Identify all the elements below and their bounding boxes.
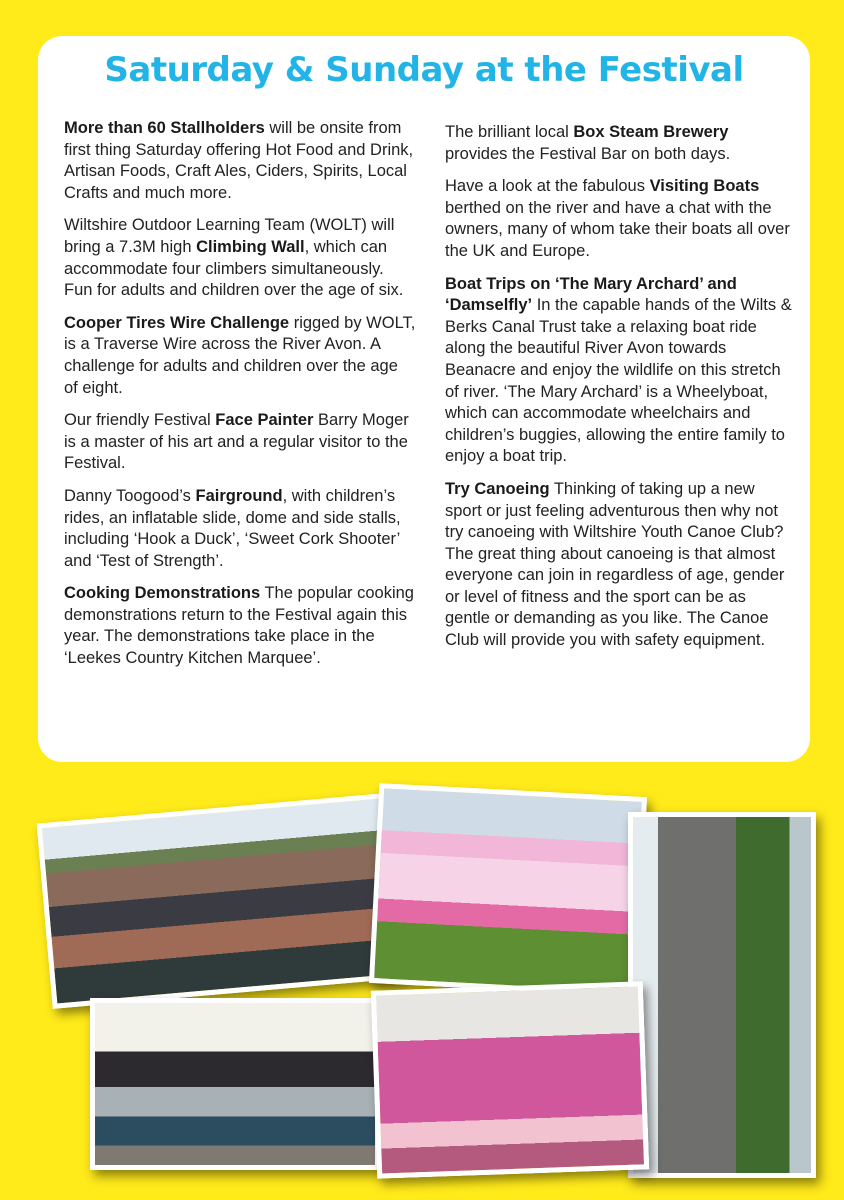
- visiting-boats-intro: Have a look at the fabulous: [445, 177, 650, 196]
- fairground-paragraph: [64, 486, 416, 572]
- boat-trips-heading: Boat Trips on ‘The Mary Archard’ and ‘Damselfly’: [445, 274, 737, 315]
- visiting-boats-paragraph: [445, 176, 795, 262]
- stallholders-paragraph: [64, 118, 416, 204]
- brewery-intro: The brilliant local: [445, 123, 574, 141]
- choir-photo: [90, 998, 380, 1170]
- boat-trips-text: In the capable hands of the Wilts & Berks Canal Trust take a relaxing boat ride along the beautiful River Avon towards Beanacre and enjoy the wildlife on this stretch of river. ‘The Mary Archard’ is a Wheelyboat, which can accommodate wheelchairs and children’s buggies, allowing the entire family to enjoy a boat trip.: [445, 296, 792, 466]
- cooking-heading: Cooking Demonstrations: [64, 584, 261, 603]
- visiting-boats-text: berthed on the river and have a chat with the owners, many of whom take their boats all over the UK and Europe.: [445, 198, 790, 260]
- page-title: Saturday & Sunday at the Festival: [104, 50, 744, 90]
- face-painter-paragraph: [64, 410, 416, 475]
- cooking-paragraph: [64, 583, 416, 669]
- face-painter-heading: Face Painter: [215, 411, 314, 430]
- wire-challenge-paragraph: [64, 313, 416, 399]
- wire-challenge-text: rigged by WOLT, is a Traverse Wire across the River Avon. A challenge for adults and children over the age of eight.: [64, 313, 416, 397]
- climbing-wall-paragraph: [64, 215, 416, 301]
- canoeing-paragraph: [445, 479, 795, 652]
- visiting-boats-heading: Visiting Boats: [649, 177, 760, 196]
- brewery-heading: Box Steam Brewery: [573, 123, 729, 141]
- climbing-wall-photo: [628, 812, 816, 1178]
- stallholders-text: will be onsite from first thing Saturday offering Hot Food and Drink, Artisan Foods, Craft Ales, Ciders, Spirits, Local Crafts and much more.: [64, 119, 414, 202]
- boat-trips-paragraph: [445, 274, 795, 468]
- climbing-wall-heading: Climbing Wall: [196, 237, 305, 256]
- content-panel: [38, 36, 810, 762]
- climbing-wall-intro: Wiltshire Outdoor Learning Team (WOLT) will bring a 7.3M high: [64, 216, 395, 256]
- fairground-photo: [369, 783, 647, 997]
- cooking-text: The popular cooking demonstrations return to the Festival again this year. The demonstrations take place in the ‘Leekes Country Kitchen Marquee’.: [64, 584, 414, 668]
- right-column: [445, 122, 795, 663]
- fairground-text: , with children’s rides, an inflatable slide, dome and side stalls, including ‘Hook a Duck’, ‘Sweet Cork Shooter’ and ‘Test of Strength’.: [64, 486, 401, 570]
- fairground-intro: Danny Toogood’s: [64, 486, 196, 505]
- face-painter-text: Barry Moger is a master of his art and a regular visitor to the Festival.: [64, 411, 409, 473]
- brewery-text: provides the Festival Bar on both days.: [445, 144, 731, 163]
- face-painter-intro: Our friendly Festival: [64, 411, 216, 430]
- brewery-paragraph: [445, 122, 795, 165]
- canoeing-heading: Try Canoeing: [445, 479, 550, 498]
- left-column: [64, 118, 416, 681]
- wire-challenge-heading: Cooper Tires Wire Challenge: [64, 313, 290, 332]
- stallholders-heading: More than 60 Stallholders: [64, 119, 265, 137]
- crowd-photo: [37, 793, 402, 1009]
- canoeing-text: Thinking of taking up a new sport or just feeling adventurous then why not try canoeing with Wiltshire Youth Canoe Club? The great thing about canoeing is that almost everyone can join in regardless of age, gender or level of fitness and the sport can be as gentle or demanding as you like. The Canoe Club will provide you with safety equipment.: [445, 479, 785, 650]
- climbing-wall-text: , which can accommodate four climbers simultaneously. Fun for adults and children over the age of six.: [64, 237, 404, 300]
- bakers-stall-photo: [371, 981, 649, 1178]
- fairground-heading: Fairground: [195, 486, 283, 505]
